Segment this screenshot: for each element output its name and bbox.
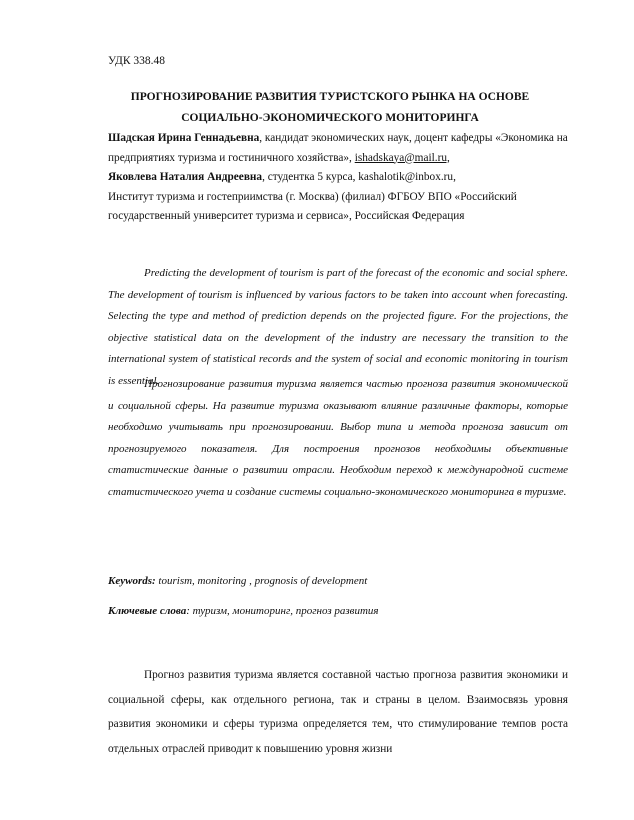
author-1-email[interactable]: ishadskaya@mail.ru, <box>354 151 450 164</box>
title-line-2: СОЦИАЛЬНО-ЭКОНОМИЧЕСКОГО МОНИТОРИНГА <box>181 112 479 124</box>
author-1-info: , кандидат экономических наук, доцент кафедры «Экономика на предприятиях туризма и гостиничного хозяйства», <box>108 132 568 164</box>
authors-block <box>108 129 568 227</box>
author-2-name: Яковлева Наталия Андреевна <box>108 171 263 183</box>
keywords-english <box>108 575 568 587</box>
keywords-russian-label: Ключевые слова <box>108 605 187 617</box>
keywords-english-text: tourism, monitoring , prognosis of development <box>155 575 368 587</box>
author-1-name: Шадская Ирина Геннадьевна <box>108 132 260 144</box>
body-paragraph: Прогноз развития туризма является составной частью прогноза развития экономики и социальной сферы, как отдельного региона, так и страны в целом. Взаимосвязь уровня развития экономики и сферы туризма определяется тем, что стимулирование темпов роста отдельных отраслей приводит к повышению уровня жизни <box>108 669 568 755</box>
abstract-russian: Прогнозирование развития туризма является частью прогноза развития экономической и социальной сферы. На развитие туризма оказывают влияние различные факторы, которые необходимо учитывать при прогнозировании. Выбор типа и метода прогноза зависит от прогнозируемого показателя. Для построения прогнозов необходимы объективные статистические данные о развитии отрасли. Необходим переход к международной системе статистического учета и создание системы социально-экономического мониторинга в туризме. <box>108 378 568 498</box>
title-line-1: ПРОГНОЗИРОВАНИЕ РАЗВИТИЯ ТУРИСТСКОГО РЫНКА НА ОСНОВЕ <box>130 91 530 103</box>
udc-code: УДК 338.48 <box>108 55 165 67</box>
paper-title <box>70 87 590 129</box>
keywords-english-label: Keywords: <box>108 575 156 587</box>
author-2-info: , студентка 5 курса, kashalotik@inbox.ru, <box>262 171 456 183</box>
keywords-russian <box>108 605 568 617</box>
abstract-english: Predicting the development of tourism is part of the forecast of the economic and social sphere. The development of tourism is influenced by various factors to be taken into account when forecasting. Selecting the type and method of prediction depends on the projected figure. For the projections, the objective statistical data on the development of the industry are necessary the transition to the international system of statistical records and the system of social and economic monitoring in tourism is essential. <box>108 267 568 387</box>
keywords-russian-text: : туризм, мониторинг, прогноз развития <box>186 605 379 617</box>
affiliation: Институт туризма и гостеприимства (г. Москва) (филиал) ФГБОУ ВПО «Российский государственный университет туризма и сервиса», Российская Федерация <box>108 190 517 222</box>
